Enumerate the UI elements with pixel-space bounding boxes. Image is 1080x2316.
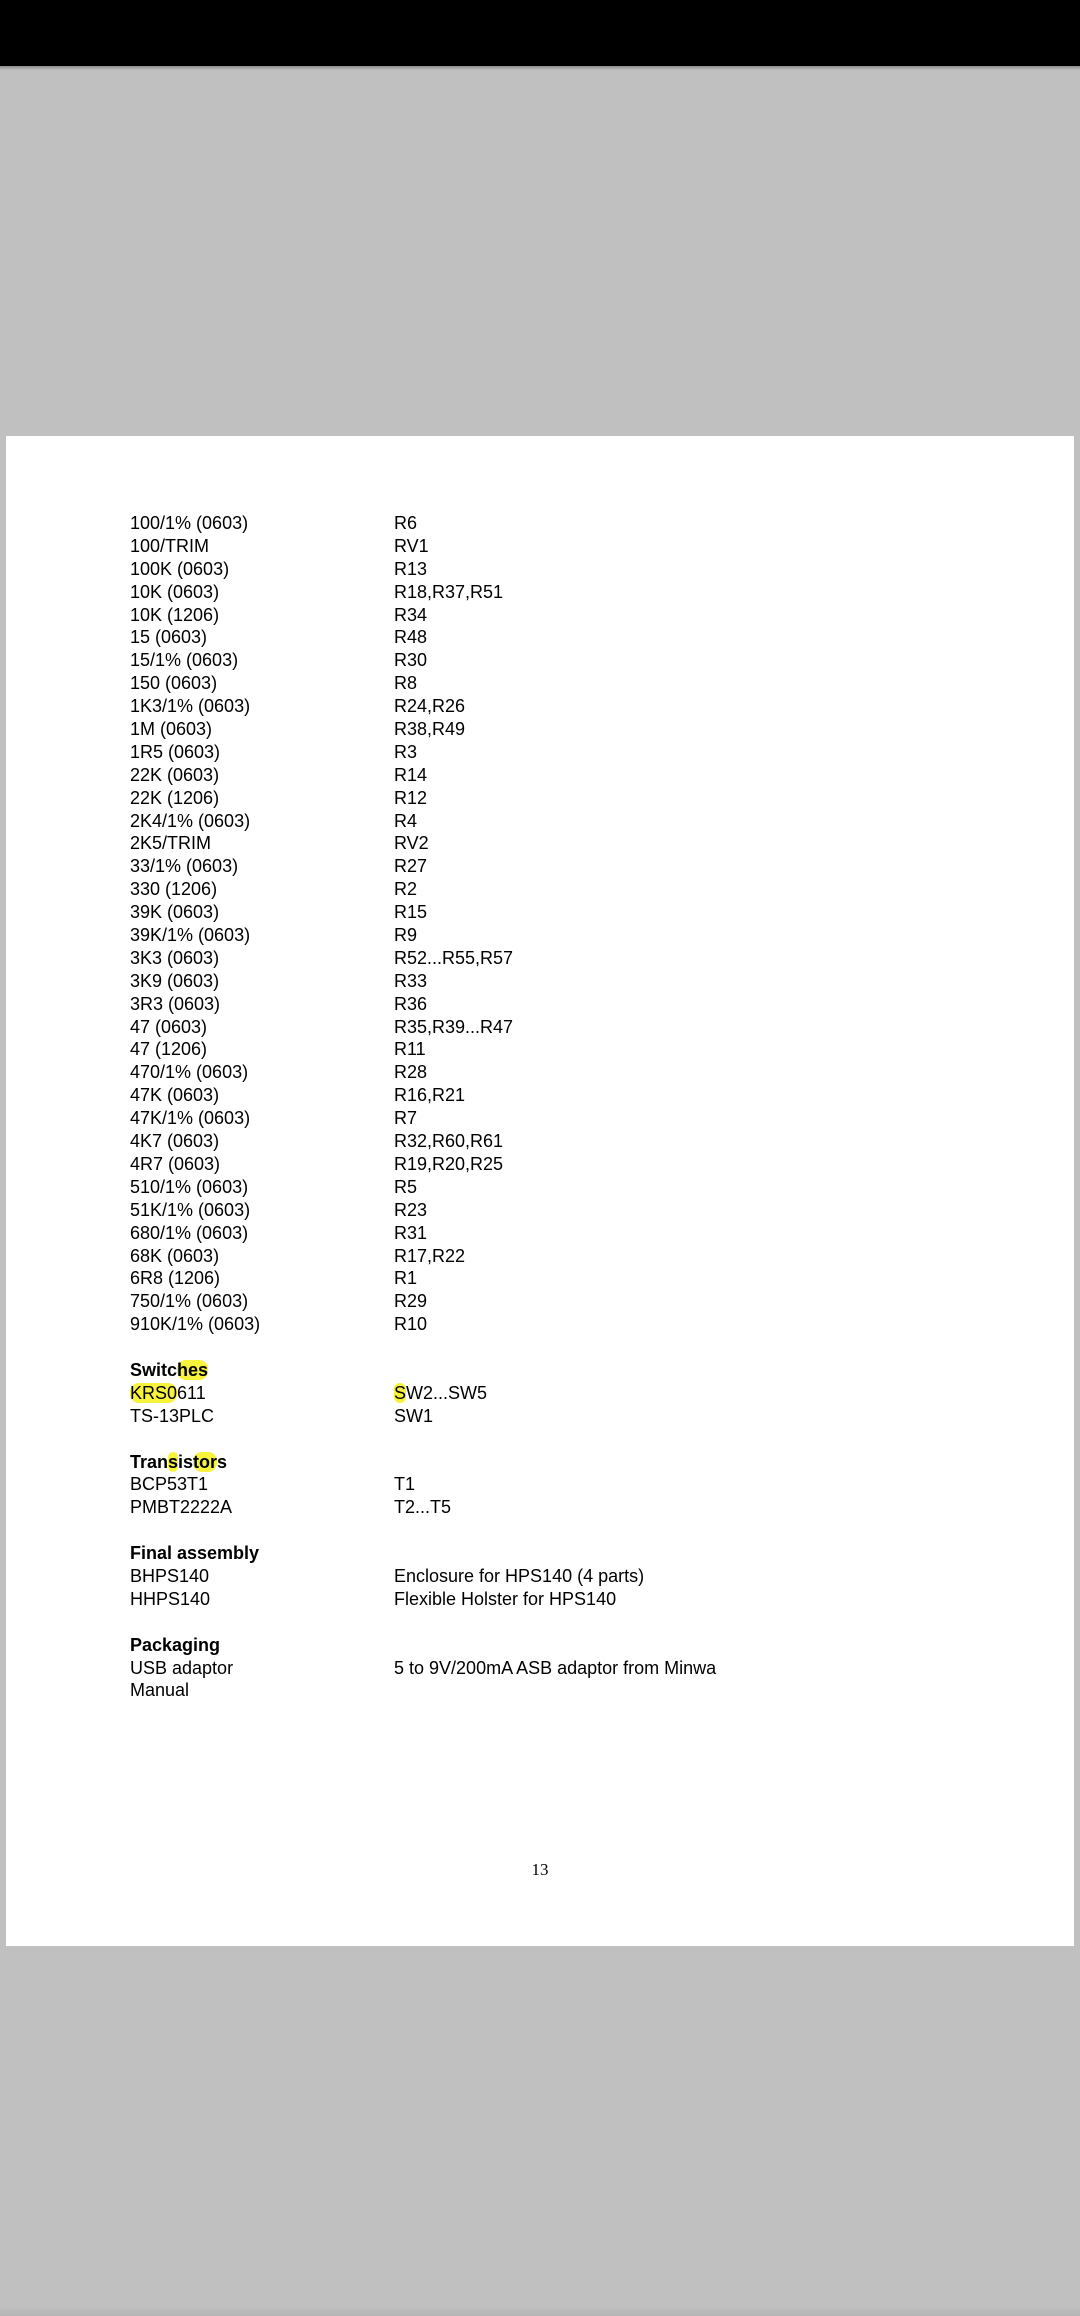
highlight[interactable]: hes [177, 1359, 209, 1380]
reference-designator: R4 [394, 810, 418, 831]
part-value: 910K/1% (0603) [130, 1314, 261, 1335]
list-item [130, 810, 1030, 833]
part-value: 100/TRIM [130, 535, 210, 556]
part-value: 47K (0603) [130, 1085, 220, 1106]
part-value: 3R3 (0603) [130, 993, 221, 1014]
list-item [130, 993, 1030, 1016]
part-value: 47 (1206) [130, 1039, 208, 1060]
page-number: 13 [531, 1860, 549, 1879]
reference-designator: R27 [394, 856, 428, 877]
bottom-shadow [0, 2306, 1080, 2316]
reference-designator: R14 [394, 764, 428, 785]
part-value: 39K/1% (0603) [130, 925, 251, 946]
reference-designator: R11 [394, 1039, 426, 1060]
reference-designator: R17,R22 [394, 1245, 466, 1266]
part-value: 680/1% (0603) [130, 1222, 249, 1243]
reference-designator: R9 [394, 925, 418, 946]
part-value: 1M (0603) [130, 719, 213, 740]
list-item [130, 1313, 1030, 1336]
highlight[interactable]: S [394, 1382, 407, 1403]
part-value: 1R5 (0603) [130, 741, 221, 762]
part-value: 3K3 (0603) [130, 947, 220, 968]
reference-designator: R28 [394, 1062, 428, 1083]
part-value: 22K (0603) [130, 764, 220, 785]
list-item [130, 787, 1030, 810]
resistor-list [130, 512, 1030, 1336]
list-item [130, 695, 1030, 718]
part-value: 2K5/TRIM [130, 833, 212, 854]
reference-designator: R15 [394, 902, 428, 923]
reference-designator: R1 [394, 1268, 418, 1289]
list-item [130, 512, 1030, 535]
part-value: 15/1% (0603) [130, 650, 239, 671]
list-item [130, 1107, 1030, 1130]
part-value: 39K (0603) [130, 902, 220, 923]
top-status-bar [0, 0, 1080, 66]
list-item [130, 947, 1030, 970]
reference-designator: R38,R49 [394, 719, 466, 740]
list-item [130, 901, 1030, 924]
part-value: 15 (0603) [130, 627, 208, 648]
bill-of-materials [130, 512, 1030, 1702]
list-item [130, 558, 1030, 581]
list-item [130, 1267, 1030, 1290]
reference-designator: R18,R37,R51 [394, 581, 504, 602]
part-value: 100K (0603) [130, 558, 230, 579]
reference-designator: R12 [394, 787, 428, 808]
reference-designator: R34 [394, 604, 428, 625]
list-item [130, 1199, 1030, 1222]
reference-designator: R3 [394, 741, 418, 762]
list-item [130, 626, 1030, 649]
list-item [130, 741, 1030, 764]
part-value: 47K/1% (0603) [130, 1108, 251, 1129]
list-item [130, 1245, 1030, 1268]
list-item [130, 1176, 1030, 1199]
reference-designator: R30 [394, 650, 428, 671]
list-item [130, 1153, 1030, 1176]
reference-designator: R19,R20,R25 [394, 1153, 504, 1174]
part-value: 51K/1% (0603) [130, 1199, 251, 1220]
list-item [130, 718, 1030, 741]
list-item [130, 764, 1030, 787]
highlight[interactable]: s [168, 1451, 179, 1472]
part-value: 6R8 (1206) [130, 1268, 221, 1289]
list-item [130, 581, 1030, 604]
reference-designator: R35,R39...R47 [394, 1016, 514, 1037]
list-item [130, 924, 1030, 947]
part-value: 750/1% (0603) [130, 1291, 249, 1312]
part-value: 10K (0603) [130, 581, 220, 602]
list-item [130, 1061, 1030, 1084]
list-item [130, 970, 1030, 993]
list-item [130, 855, 1030, 878]
document-page[interactable] [6, 436, 1074, 1946]
list-item [130, 1084, 1030, 1107]
reference-designator: R16,R21 [394, 1085, 466, 1106]
part-value: 2K4/1% (0603) [130, 810, 251, 831]
reference-designator: RV1 [394, 535, 429, 556]
reference-designator: R2 [394, 879, 418, 900]
section-heading-switches: Switches [130, 1359, 209, 1380]
list-item [130, 1038, 1030, 1061]
part-value: 150 (0603) [130, 673, 218, 694]
list-item [130, 878, 1030, 901]
reference-designator: R8 [394, 673, 418, 694]
part-value: 510/1% (0603) [130, 1176, 249, 1197]
list-item [130, 535, 1030, 558]
list-item: BCP53T1 T1 [130, 1474, 416, 1495]
list-item [130, 672, 1030, 695]
section-heading-packaging: Packaging [130, 1634, 221, 1655]
list-item: BHPS140 Enclosure for HPS140 (4 parts) [130, 1565, 645, 1586]
section-heading-final-assembly: Final assembly [130, 1543, 260, 1564]
list-item: Manual [130, 1680, 190, 1701]
reference-designator: R33 [394, 970, 428, 991]
part-value: 4R7 (0603) [130, 1153, 221, 1174]
list-item [130, 604, 1030, 627]
part-value: 10K (1206) [130, 604, 220, 625]
reference-designator: R23 [394, 1199, 428, 1220]
list-item [130, 1130, 1030, 1153]
list-item [130, 1016, 1030, 1039]
top-bar-shadow [0, 66, 1080, 70]
reference-designator: R5 [394, 1176, 418, 1197]
section-heading-transistors: Transistors [130, 1451, 228, 1472]
list-item: USB adaptor 5 to 9V/200mA ASB adaptor from Minwa [130, 1657, 717, 1678]
reference-designator: RV2 [394, 833, 429, 854]
reference-designator: R36 [394, 993, 428, 1014]
reference-designator: R32,R60,R61 [394, 1131, 504, 1152]
highlight[interactable]: KRS0 [130, 1382, 178, 1403]
list-item [130, 832, 1030, 855]
reference-designator: R29 [394, 1291, 428, 1312]
part-value: 22K (1206) [130, 787, 220, 808]
list-item [130, 649, 1030, 672]
part-value: 1K3/1% (0603) [130, 696, 251, 717]
list-item: HHPS140 Flexible Holster for HPS140 [130, 1588, 617, 1609]
reference-designator: R31 [394, 1222, 428, 1243]
reference-designator: R7 [394, 1108, 418, 1129]
part-value: 68K (0603) [130, 1245, 220, 1266]
reference-designator: R48 [394, 627, 428, 648]
reference-designator: R52...R55,R57 [394, 947, 514, 968]
list-item: PMBT2222A T2...T5 [130, 1497, 452, 1518]
part-value: 3K9 (0603) [130, 970, 220, 991]
list-item [130, 1290, 1030, 1313]
part-value: 100/1% (0603) [130, 513, 249, 533]
part-value: 470/1% (0603) [130, 1062, 249, 1083]
reference-designator: R13 [394, 558, 428, 579]
list-item: TS-13PLC SW1 [130, 1405, 434, 1426]
part-value: 47 (0603) [130, 1016, 208, 1037]
part-value: 4K7 (0603) [130, 1131, 220, 1152]
list-item: KRS0611 SW2...SW5 [130, 1382, 488, 1403]
list-item [130, 1222, 1030, 1245]
part-value: 330 (1206) [130, 879, 218, 900]
reference-designator: R10 [394, 1314, 428, 1335]
reference-designator: R6 [394, 513, 418, 533]
reference-designator: R24,R26 [394, 696, 466, 717]
highlight[interactable]: tor [193, 1451, 218, 1472]
part-value: 33/1% (0603) [130, 856, 239, 877]
